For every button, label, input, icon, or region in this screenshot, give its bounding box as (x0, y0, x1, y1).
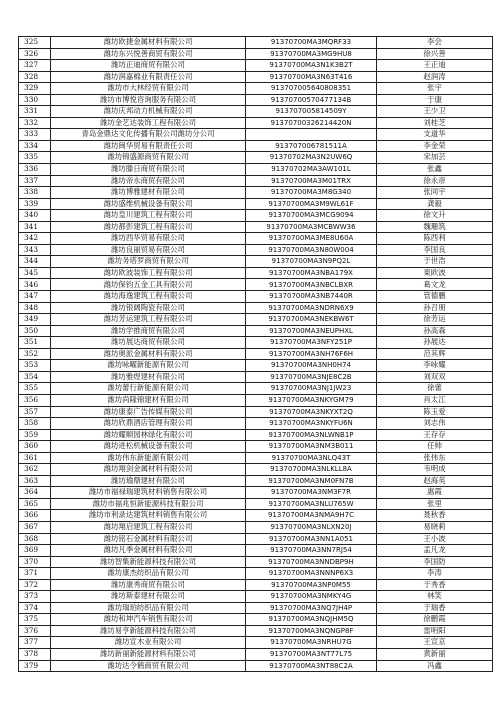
row-number-cell: 335 (19, 152, 51, 164)
table-row (19, 487, 493, 499)
table-row (19, 198, 493, 210)
row-number-cell: 373 (19, 591, 51, 603)
table-row (19, 210, 493, 222)
company-name-cell: 潍坊盛维机械设备有限公司 (51, 198, 246, 210)
table-row (19, 48, 493, 60)
credit-code-cell: 91370700MA3NQJHM5Q (246, 614, 377, 626)
legal-representative-cell: 韦明成 (377, 464, 493, 476)
row-number-cell: 364 (19, 487, 51, 499)
legal-representative-cell: 惠霞 (377, 487, 493, 499)
credit-code-cell: 91370700MA3NP0M55 (246, 579, 377, 591)
legal-representative-cell: 于秀香 (377, 579, 493, 591)
table-row (19, 371, 493, 383)
table-row (19, 175, 493, 187)
company-name-cell: 潍坊海逸建筑工程有限公司 (51, 291, 246, 303)
credit-code-cell: 91370700326214420N (246, 117, 377, 129)
company-name-cell: 潍坊进松机械设备有限公司 (51, 441, 246, 453)
company-name-cell: 潍坊新丽新能源材料有限公司 (51, 648, 246, 660)
legal-representative-cell: 王少卫 (377, 106, 493, 118)
credit-code-cell: 91370700MA3NDRN6X9 (246, 302, 377, 314)
table-row (19, 637, 493, 649)
row-number-cell: 332 (19, 117, 51, 129)
credit-code-cell: 91370700MA3NN1A051 (246, 533, 377, 545)
row-number-cell: 353 (19, 360, 51, 372)
credit-code-cell: 91370700MA3N9PQ2L (246, 256, 377, 268)
credit-code-cell: 913707005640808351 (246, 83, 377, 95)
company-name-cell: 潍坊展达商贸有限公司 (51, 337, 246, 349)
table-row (19, 498, 493, 510)
row-number-cell: 374 (19, 602, 51, 614)
legal-representative-cell: 王小波 (377, 533, 493, 545)
legal-representative-cell: 刘桂芝 (377, 117, 493, 129)
company-name-cell: 潍坊庆邦动力机械有限公司 (51, 106, 246, 118)
legal-representative-cell: 范其辉 (377, 348, 493, 360)
legal-representative-cell: 赵润涛 (377, 71, 493, 83)
credit-code-cell: 913707006781511A (246, 140, 377, 152)
table-row (19, 37, 493, 49)
credit-code-cell: 91370700MA3N80W004 (246, 244, 377, 256)
table-row (19, 233, 493, 245)
table-row (19, 383, 493, 395)
table-row (19, 360, 493, 372)
legal-representative-cell: 于瑞香 (377, 602, 493, 614)
company-name-cell: 潍坊滕日商贸有限公司 (51, 164, 246, 176)
company-name-cell: 潍坊雅煜建材有限公司 (51, 371, 246, 383)
row-number-cell: 366 (19, 510, 51, 522)
legal-representative-cell: 冯鑫 (377, 660, 493, 672)
credit-code-cell: 91370700MA3NQ7JH4P (246, 602, 377, 614)
legal-representative-cell: 李国良 (377, 244, 493, 256)
legal-representative-cell: 孟凡龙 (377, 545, 493, 557)
table-row (19, 556, 493, 568)
legal-representative-cell: 東欧波 (377, 267, 493, 279)
company-name-cell: 潍坊凡季金属材料有限公司 (51, 545, 246, 557)
row-number-cell: 334 (19, 140, 51, 152)
legal-representative-cell: 刘双双 (377, 371, 493, 383)
legal-representative-cell: 张鑫 (377, 164, 493, 176)
credit-code-cell: 91370700MA3ME8U60A (246, 233, 377, 245)
row-number-cell: 328 (19, 71, 51, 83)
company-name-cell: 潍坊正迪商贸有限公司 (51, 60, 246, 72)
credit-code-cell: 91370700MA3NB7440R (246, 291, 377, 303)
row-number-cell: 325 (19, 37, 51, 49)
credit-code-cell: 91370702MA3AW101L (246, 164, 377, 176)
legal-representative-cell: 孙展达 (377, 337, 493, 349)
credit-code-cell: 91370700MA3NM3B011 (246, 441, 377, 453)
company-name-cell: 潍坊东兴悦善商贸有限公司 (51, 48, 246, 60)
legal-representative-cell: 徐永帝 (377, 175, 493, 187)
credit-code-cell: 91370700MA3N63T416 (246, 71, 377, 83)
row-number-cell: 371 (19, 568, 51, 580)
row-number-cell: 337 (19, 175, 51, 187)
row-number-cell: 341 (19, 221, 51, 233)
company-name-cell: 潍坊翔剑金属材料有限公司 (51, 464, 246, 476)
table-row (19, 475, 493, 487)
company-name-cell: 潍坊伟东新能源有限公司 (51, 452, 246, 464)
company-name-cell: 潍坊学推商贸有限公司 (51, 325, 246, 337)
table-row (19, 244, 493, 256)
legal-representative-cell: 龚毅 (377, 198, 493, 210)
table-row (19, 660, 493, 672)
credit-code-cell: 91370700MA3NEUPHXL (246, 325, 377, 337)
company-name-cell: 潍坊宣木业有限公司 (51, 637, 246, 649)
legal-representative-cell: 刘志伟 (377, 418, 493, 430)
company-name-cell: 潍坊帝永商贸有限公司 (51, 175, 246, 187)
credit-code-cell: 91370700MA3MQRF33 (246, 37, 377, 49)
table-row (19, 394, 493, 406)
legal-representative-cell: 葛文龙 (377, 279, 493, 291)
row-number-cell: 355 (19, 383, 51, 395)
legal-representative-cell: 陈玉爱 (377, 406, 493, 418)
table-row (19, 60, 493, 72)
credit-code-cell: 91370700MA3NMKY4G (246, 591, 377, 603)
company-name-cell: 潍坊市大林经贸有限公司 (51, 83, 246, 95)
table-row (19, 545, 493, 557)
legal-representative-cell: 徐兴善 (377, 48, 493, 60)
credit-code-cell: 913707005814509Y (246, 106, 377, 118)
row-number-cell: 333 (19, 129, 51, 141)
table-row (19, 302, 493, 314)
company-name-cell: 潍坊良丽贸易有限公司 (51, 244, 246, 256)
table-row (19, 117, 493, 129)
company-table (18, 36, 493, 672)
company-name-cell: 潍坊市博悦咨询服务有限公司 (51, 94, 246, 106)
credit-code-cell: 91370700MA3NKYFU6N (246, 418, 377, 430)
row-number-cell: 340 (19, 210, 51, 222)
company-name-cell: 潍坊铭石金属材料有限公司 (51, 533, 246, 545)
row-number-cell: 354 (19, 371, 51, 383)
registry-sheet (18, 36, 483, 672)
credit-code-cell: 91370700MA3NLXN20J (246, 521, 377, 533)
table-row (19, 267, 493, 279)
row-number-cell: 378 (19, 648, 51, 660)
company-name-cell: 潍坊达令鹤商贸有限公司 (51, 660, 246, 672)
legal-representative-cell: 徐文升 (377, 210, 493, 222)
legal-representative-cell: 张宇 (377, 83, 493, 95)
legal-representative-cell: 李咏耀 (377, 360, 493, 372)
row-number-cell: 377 (19, 637, 51, 649)
table-row (19, 418, 493, 430)
legal-representative-cell: 陈西利 (377, 233, 493, 245)
table-row (19, 625, 493, 637)
company-name-cell: 潍坊都彭建筑工程有限公司 (51, 221, 246, 233)
row-number-cell: 346 (19, 279, 51, 291)
table-row (19, 94, 493, 106)
legal-representative-cell: 肖太江 (377, 394, 493, 406)
row-number-cell: 338 (19, 187, 51, 199)
company-name-cell: 潍坊斯泰建材有限公司 (51, 591, 246, 603)
credit-code-cell: 91370700MA3NH76F6H (246, 348, 377, 360)
legal-representative-cell: 张里 (377, 498, 493, 510)
table-row (19, 452, 493, 464)
credit-code-cell: 91370700570477134B (246, 94, 377, 106)
company-name-cell: 潍坊咏曜新能源有限公司 (51, 360, 246, 372)
row-number-cell: 331 (19, 106, 51, 118)
credit-code-cell: 91370702MA3N2UW6Q (246, 152, 377, 164)
legal-representative-cell: 张同宇 (377, 187, 493, 199)
credit-code-cell: 91370700MA3NT77L75 (246, 648, 377, 660)
credit-code-cell: 91370700MA3M01TRX (246, 175, 377, 187)
row-number-cell: 361 (19, 452, 51, 464)
table-row (19, 71, 493, 83)
row-number-cell: 365 (19, 498, 51, 510)
row-number-cell: 359 (19, 429, 51, 441)
row-number-cell: 376 (19, 625, 51, 637)
company-name-cell: 潍坊瑜鼎建材有限公司 (51, 475, 246, 487)
credit-code-cell: 91370700MA3NLWNB1P (246, 429, 377, 441)
company-name-cell: 潍坊银阔陶瓷有限公司 (51, 302, 246, 314)
legal-representative-cell: 王宣京 (377, 637, 493, 649)
credit-code-cell: 91370700MA3NJE8C2B (246, 371, 377, 383)
row-number-cell: 362 (19, 464, 51, 476)
company-name-cell: 潍坊市福兆恒新能源科技有限公司 (51, 498, 246, 510)
row-number-cell: 348 (19, 302, 51, 314)
credit-code-cell: 91370700MA3M8G340 (246, 187, 377, 199)
table-row (19, 614, 493, 626)
company-name-cell: 潍坊皇川建筑工程有限公司 (51, 210, 246, 222)
legal-representative-cell: 孙召朋 (377, 302, 493, 314)
credit-code-cell: 91370700MA3NLKLL8A (246, 464, 377, 476)
legal-representative-cell: 支道华 (377, 129, 493, 141)
credit-code-cell: 91370700MA3NFY251P (246, 337, 377, 349)
company-name-cell: 潍坊康秀商贸有限公司 (51, 579, 246, 591)
company-name-cell: 潍坊康泰广告传媒有限公司 (51, 406, 246, 418)
credit-code-cell: 91370700MA3MG9HU8 (246, 48, 377, 60)
table-row (19, 533, 493, 545)
company-name-cell: 潍坊博雅建材有限公司 (51, 187, 246, 199)
credit-code-cell: 91370700MA3MCBWW36 (246, 221, 377, 233)
credit-code-cell: 91370700MA3NNDBP9H (246, 556, 377, 568)
row-number-cell: 342 (19, 233, 51, 245)
legal-representative-cell: 赵海英 (377, 475, 493, 487)
legal-representative-cell: 徐蕾 (377, 383, 493, 395)
credit-code-cell: 91370700MA3NT88C2A (246, 660, 377, 672)
credit-code-cell: 91370700MA3NBA179X (246, 267, 377, 279)
row-number-cell: 345 (19, 267, 51, 279)
credit-code-cell: 91370700MA3NKYXT2Q (246, 406, 377, 418)
legal-representative-cell: 于康 (377, 94, 493, 106)
credit-code-cell: 91370700MA3NMA9H7C (246, 510, 377, 522)
legal-representative-cell: 林笑 (377, 591, 493, 603)
legal-representative-cell: 李金荣 (377, 140, 493, 152)
company-name-cell: 潍坊智集新能源科技有限公司 (51, 556, 246, 568)
legal-representative-cell: 管德鹏 (377, 291, 493, 303)
company-name-cell: 潍坊芳运建筑工程有限公司 (51, 314, 246, 326)
company-name-cell: 潍坊奥派金属材料有限公司 (51, 348, 246, 360)
table-row (19, 279, 493, 291)
row-number-cell: 352 (19, 348, 51, 360)
company-name-cell: 潍坊金艺达装饰工程有限公司 (51, 117, 246, 129)
row-number-cell: 349 (19, 314, 51, 326)
table-row (19, 106, 493, 118)
credit-code-cell: 91370700MA3NEKBW6T (246, 314, 377, 326)
legal-representative-cell: 王存存 (377, 429, 493, 441)
company-name-cell: 潍坊瑞珀纺织品有限公司 (51, 602, 246, 614)
legal-representative-cell: 黄新丽 (377, 648, 493, 660)
legal-representative-cell: 任帅 (377, 441, 493, 453)
table-row (19, 602, 493, 614)
company-name-cell: 青岛金鼎达文化传播有限公司潍坊分公司 (51, 129, 246, 141)
credit-code-cell: 91370700MA3NNNP6X3 (246, 568, 377, 580)
row-number-cell: 329 (19, 83, 51, 95)
legal-representative-cell: 张伟东 (377, 452, 493, 464)
company-name-cell: 潍坊易亨新能源科技有限公司 (51, 625, 246, 637)
row-number-cell: 367 (19, 521, 51, 533)
table-row (19, 568, 493, 580)
credit-code-cell: 91370700MA3NM3F7R (246, 487, 377, 499)
credit-code-cell: 91370700MA3NBCLBXR (246, 279, 377, 291)
row-number-cell: 369 (19, 545, 51, 557)
legal-representative-cell: 李涛 (377, 568, 493, 580)
legal-representative-cell: 王正迪 (377, 60, 493, 72)
table-row (19, 325, 493, 337)
company-name-cell: 潍坊保钧五金工具有限公司 (51, 279, 246, 291)
table-row (19, 406, 493, 418)
row-number-cell: 326 (19, 48, 51, 60)
company-name-cell: 潍坊锦盛源商贸有限公司 (51, 152, 246, 164)
legal-representative-cell: 徐鹏霞 (377, 614, 493, 626)
table-row (19, 129, 493, 141)
legal-representative-cell: 李会 (377, 37, 493, 49)
row-number-cell: 358 (19, 418, 51, 430)
credit-code-cell: 91370700MA3NN7RJ54 (246, 545, 377, 557)
row-number-cell: 344 (19, 256, 51, 268)
company-name-cell: 潍坊闽华贸易有限责任公司 (51, 140, 246, 152)
credit-code-cell: 91370700MA3NQNGP8F (246, 625, 377, 637)
legal-representative-cell: 雷明阳 (377, 625, 493, 637)
table-row (19, 140, 493, 152)
company-name-cell: 潍坊耀顺园林绿化有限公司 (51, 429, 246, 441)
row-number-cell: 357 (19, 406, 51, 418)
credit-code-cell: 91370700MA3M9WL61F (246, 198, 377, 210)
row-number-cell: 363 (19, 475, 51, 487)
company-name-cell: 潍坊欧波装饰工程有限公司 (51, 267, 246, 279)
company-name-cell: 潍坊蕾行新能源有限公司 (51, 383, 246, 395)
row-number-cell: 351 (19, 337, 51, 349)
credit-code-cell: 91370700MA3N1K3B2T (246, 60, 377, 72)
table-row (19, 314, 493, 326)
company-table-body (19, 37, 493, 672)
company-name-cell: 潍坊和坤汽车销售有限公司 (51, 614, 246, 626)
company-name-cell: 潍坊尚隆锦建材有限公司 (51, 394, 246, 406)
table-row (19, 83, 493, 95)
company-name-cell: 潍坊翔启建筑工程有限公司 (51, 521, 246, 533)
legal-representative-cell: 宋加芸 (377, 152, 493, 164)
row-number-cell: 379 (19, 660, 51, 672)
legal-representative-cell: 李国防 (377, 556, 493, 568)
legal-representative-cell: 聂秋香 (377, 510, 493, 522)
company-name-cell: 潍坊欧捷金属材料有限公司 (51, 37, 246, 49)
row-number-cell: 336 (19, 164, 51, 176)
table-row (19, 221, 493, 233)
legal-representative-cell: 魏珊筑 (377, 221, 493, 233)
table-row (19, 521, 493, 533)
company-name-cell: 潍坊市利录达建筑材料销售有限公司 (51, 510, 246, 522)
company-name-cell: 潍坊市福禄瑞建筑材料销售有限公司 (51, 487, 246, 499)
credit-code-cell: 91370700MA3NJ1JW23 (246, 383, 377, 395)
table-row (19, 510, 493, 522)
table-row (19, 464, 493, 476)
row-number-cell: 370 (19, 556, 51, 568)
table-row (19, 648, 493, 660)
credit-code-cell (246, 129, 377, 141)
table-row (19, 579, 493, 591)
credit-code-cell: 91370700MA3MCG9094 (246, 210, 377, 222)
table-row (19, 152, 493, 164)
legal-representative-cell: 于世浩 (377, 256, 493, 268)
company-name-cell: 潍坊润嘉棉业有限责任公司 (51, 71, 246, 83)
company-name-cell: 潍坊西华贸易有限公司 (51, 233, 246, 245)
table-row (19, 429, 493, 441)
credit-code-cell: 91370700MA3NLQ43T (246, 452, 377, 464)
table-row (19, 291, 493, 303)
credit-code-cell: 91370700MA3NKYGM79 (246, 394, 377, 406)
row-number-cell: 327 (19, 60, 51, 72)
legal-representative-cell: 徐芳运 (377, 314, 493, 326)
row-number-cell: 350 (19, 325, 51, 337)
company-name-cell: 潍坊康杰纺织品有限公司 (51, 568, 246, 580)
table-row (19, 256, 493, 268)
table-row (19, 337, 493, 349)
table-row (19, 441, 493, 453)
table-row (19, 348, 493, 360)
table-row (19, 591, 493, 603)
credit-code-cell: 91370700MA3NM0FN7B (246, 475, 377, 487)
row-number-cell: 375 (19, 614, 51, 626)
row-number-cell: 368 (19, 533, 51, 545)
row-number-cell: 356 (19, 394, 51, 406)
row-number-cell: 330 (19, 94, 51, 106)
row-number-cell: 343 (19, 244, 51, 256)
credit-code-cell: 91370700MA3NRHU7G (246, 637, 377, 649)
row-number-cell: 372 (19, 579, 51, 591)
row-number-cell: 347 (19, 291, 51, 303)
credit-code-cell: 91370700MA3NH0H74 (246, 360, 377, 372)
row-number-cell: 339 (19, 198, 51, 210)
company-name-cell: 潍坊欣鼎酒店管理有限公司 (51, 418, 246, 430)
table-row (19, 187, 493, 199)
legal-representative-cell: 易晓莉 (377, 521, 493, 533)
table-row (19, 164, 493, 176)
company-name-cell: 潍坊务塔罗商贸有限公司 (51, 256, 246, 268)
legal-representative-cell: 孙高森 (377, 325, 493, 337)
credit-code-cell: 91370700MA3NLU765W (246, 498, 377, 510)
row-number-cell: 360 (19, 441, 51, 453)
